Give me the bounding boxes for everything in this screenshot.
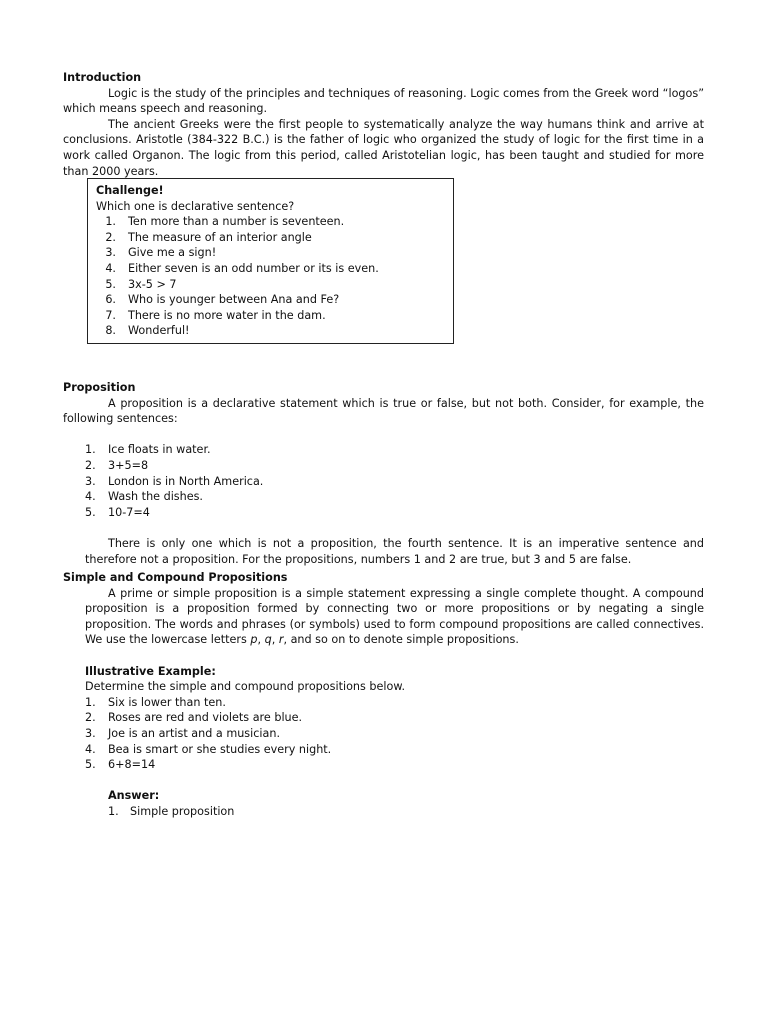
list-item bbox=[96, 261, 453, 277]
introduction-paragraph-2: The ancient Greeks were the first people to systematically analyze the way humans think and arrive at conclusions. Aristotle (384-322 B.C.) is the father of logic who organized the study of logic for the first time in a work called Organon. The logic from this period, called Aristotelian logic, has been taught and studied for more than 2000 years. bbox=[63, 117, 704, 178]
separator: , bbox=[257, 633, 265, 647]
list-item bbox=[63, 710, 704, 726]
answer-heading: Answer: bbox=[108, 789, 160, 803]
simple-compound-tail-b: , and so on to denote simple propositions. bbox=[283, 633, 519, 647]
list-number: 3. bbox=[85, 474, 96, 488]
list-item bbox=[63, 442, 704, 458]
list-number: 2. bbox=[85, 711, 96, 725]
list-item bbox=[96, 277, 453, 293]
list-text: There is no more water in the dam. bbox=[128, 308, 326, 322]
list-number: 5. bbox=[85, 505, 96, 519]
example-list bbox=[63, 695, 704, 773]
list-number: 3. bbox=[85, 726, 96, 740]
challenge-question: Which one is declarative sentence? bbox=[96, 199, 295, 213]
list-text: London is in North America. bbox=[108, 474, 264, 488]
list-text: Either seven is an odd number or its is even. bbox=[128, 261, 379, 275]
separator: , bbox=[271, 633, 279, 647]
variable-r: r bbox=[278, 633, 284, 647]
simple-compound-paragraph-text: A prime or simple proposition is a simple statement expressing a single complete thought. A compound proposition is a proposition formed by connecting two or more propositions or by negating a single proposition. The words and phrases (or symbols) used to form compound propositions are called connectives. bbox=[85, 586, 704, 631]
list-text: Who is younger between Ana and Fe? bbox=[128, 293, 340, 307]
list-item bbox=[96, 292, 453, 308]
list-number: 8. bbox=[105, 324, 116, 338]
list-number: 3. bbox=[105, 246, 116, 260]
list-item bbox=[96, 214, 453, 230]
list-item bbox=[63, 505, 704, 521]
list-text: Roses are red and violets are blue. bbox=[108, 711, 303, 725]
simple-compound-heading: Simple and Compound Propositions bbox=[63, 571, 288, 584]
list-item bbox=[63, 695, 704, 711]
simple-compound-tail-a: We use the lowercase letters bbox=[85, 633, 251, 647]
variable-q: q bbox=[264, 633, 272, 647]
list-number: 1. bbox=[105, 215, 116, 229]
variable-p: p bbox=[250, 633, 258, 647]
answer-list bbox=[63, 804, 704, 820]
list-item bbox=[63, 726, 704, 742]
list-item bbox=[63, 474, 704, 490]
example-heading: Illustrative Example: bbox=[85, 664, 216, 678]
list-number: 1. bbox=[85, 695, 96, 709]
simple-compound-paragraph bbox=[63, 586, 704, 648]
list-number: 1. bbox=[85, 443, 96, 457]
list-text: Wonderful! bbox=[128, 324, 190, 338]
list-text: Joe is an artist and a musician. bbox=[108, 726, 281, 740]
list-item bbox=[96, 245, 453, 261]
proposition-section bbox=[63, 380, 704, 567]
list-number: 5. bbox=[105, 277, 116, 291]
list-number: 7. bbox=[105, 308, 116, 322]
proposition-paragraph-1: A proposition is a declarative statement which is true or false, but not both. Consider, for example, the following sentences: bbox=[63, 396, 704, 426]
list-item bbox=[63, 458, 704, 474]
list-text: Give me a sign! bbox=[128, 246, 217, 260]
list-item bbox=[96, 323, 453, 339]
list-text: The measure of an interior angle bbox=[128, 230, 312, 244]
list-item bbox=[63, 804, 704, 820]
list-number: 2. bbox=[85, 458, 96, 472]
challenge-list bbox=[96, 214, 453, 339]
list-number: 4. bbox=[105, 261, 116, 275]
list-number: 4. bbox=[85, 490, 96, 504]
list-number: 1. bbox=[108, 804, 119, 818]
list-text: 3+5=8 bbox=[108, 458, 149, 472]
list-number: 5. bbox=[85, 758, 96, 772]
list-item bbox=[63, 757, 704, 773]
list-text: Six is lower than ten. bbox=[108, 695, 226, 709]
simple-compound-section bbox=[63, 570, 704, 820]
introduction-heading: Introduction bbox=[63, 71, 142, 84]
challenge-title: Challenge! bbox=[96, 184, 164, 197]
challenge-box bbox=[87, 178, 454, 344]
list-text: 3x-5 > 7 bbox=[128, 277, 177, 291]
list-text: Ice floats in water. bbox=[108, 443, 211, 457]
introduction-paragraph-1: Logic is the study of the principles and techniques of reasoning. Logic comes from the Greek word “logos” which means speech and reasoning. bbox=[63, 86, 704, 116]
list-item bbox=[96, 308, 453, 324]
proposition-list bbox=[63, 442, 704, 520]
list-text: Wash the dishes. bbox=[108, 490, 203, 504]
proposition-paragraph-2: There is only one which is not a proposition, the fourth sentence. It is an imperative sentence and therefore not a proposition. For the propositions, numbers 1 and 2 are true, but 3 and 5 are false. bbox=[85, 536, 704, 566]
list-item bbox=[63, 489, 704, 505]
list-number: 4. bbox=[85, 742, 96, 756]
example-instruction: Determine the simple and compound propositions below. bbox=[85, 680, 406, 694]
list-number: 2. bbox=[105, 230, 116, 244]
list-text: Bea is smart or she studies every night. bbox=[108, 742, 332, 756]
proposition-heading: Proposition bbox=[63, 381, 136, 394]
list-text: Simple proposition bbox=[130, 804, 235, 818]
list-text: Ten more than a number is seventeen. bbox=[128, 215, 345, 229]
introduction-section bbox=[63, 70, 704, 179]
list-text: 10-7=4 bbox=[108, 505, 150, 519]
list-item bbox=[63, 742, 704, 758]
list-text: 6+8=14 bbox=[108, 758, 156, 772]
list-item bbox=[96, 230, 453, 246]
list-number: 6. bbox=[105, 293, 116, 307]
